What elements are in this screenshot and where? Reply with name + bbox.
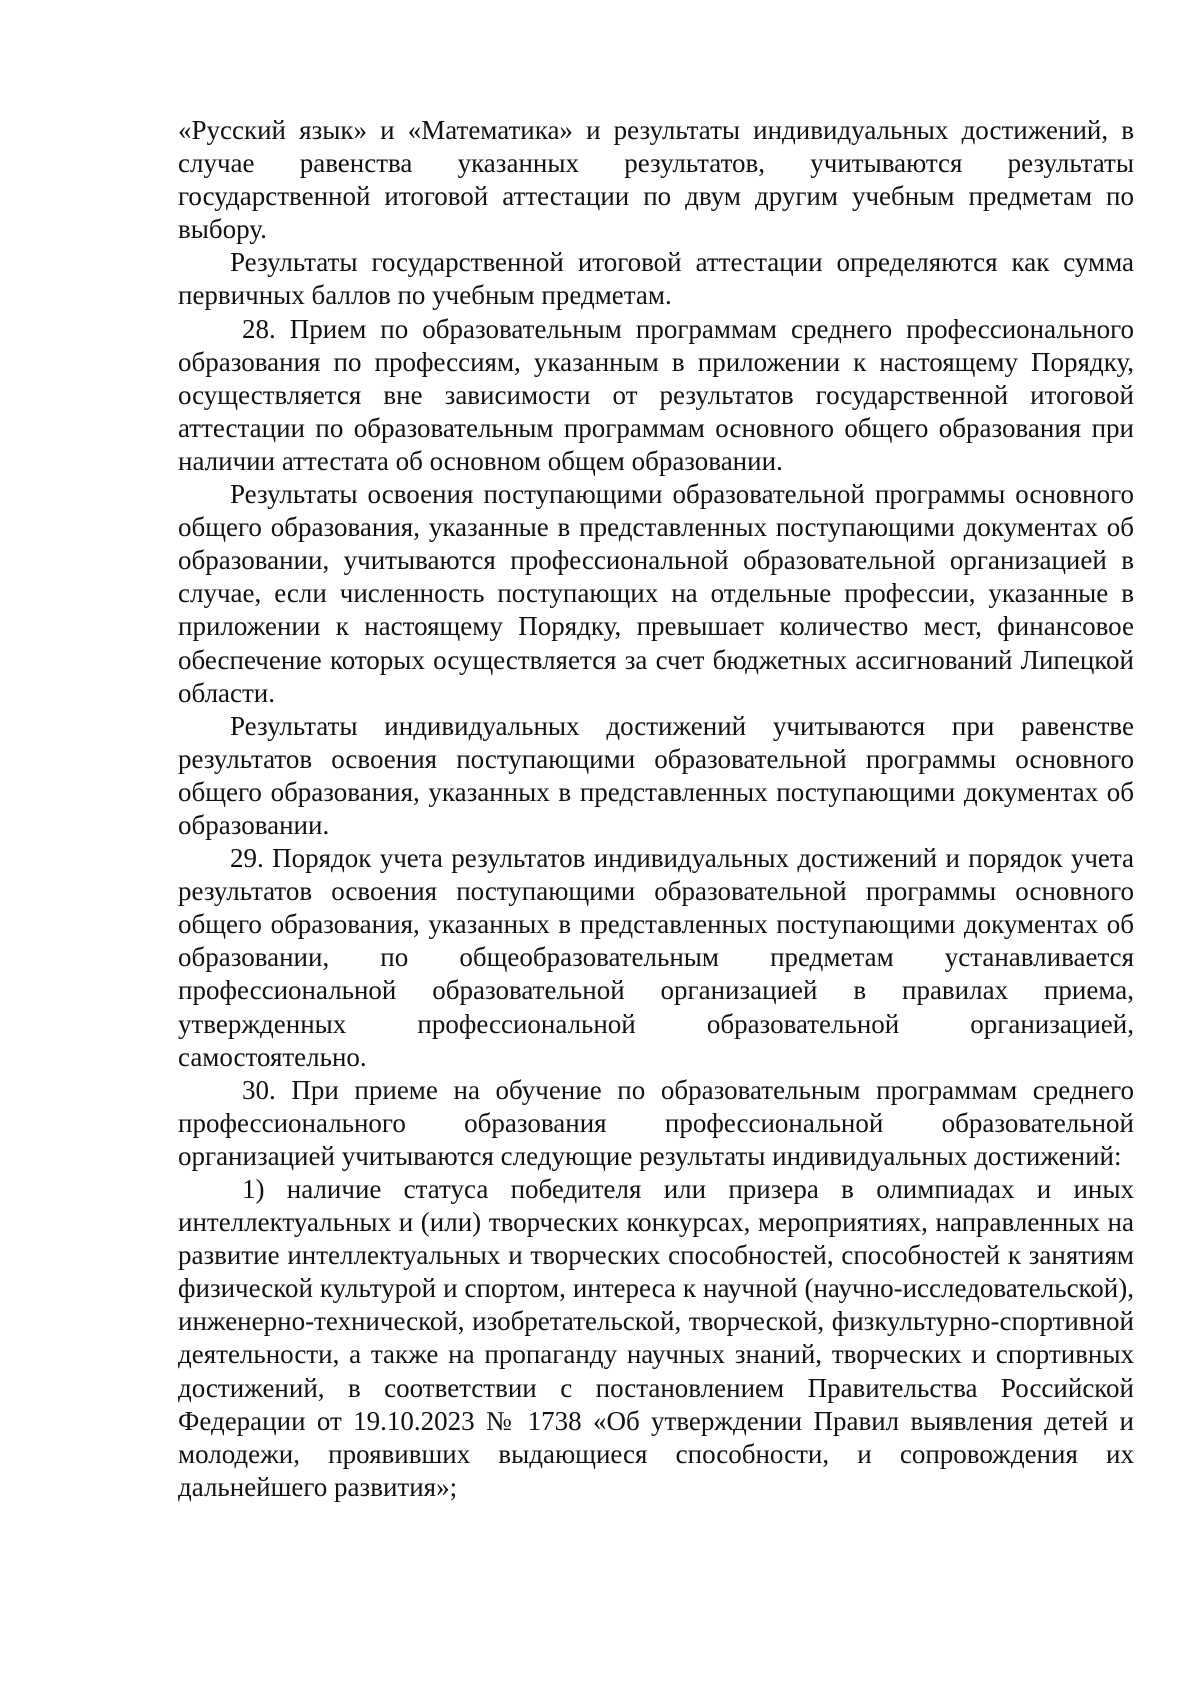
paragraph-continuation: «Русский язык» и «Математика» и результаты индивидуальных достижений, в случае равенства указанных результатов, учитываются результаты государственной итоговой аттестации по двум другим учебным предметам по выбору. xyxy=(178,115,1134,245)
paragraph-item-30: 30. При приеме на обучение по образовательным программам среднего профессионального образования профессиональной образовательной организацией учитываются следующие результаты индивидуальных достижений: xyxy=(178,1074,1134,1171)
paragraph-individual-achievements: Результаты индивидуальных достижений учитываются при равенстве результатов освоения поступающими образовательной программы основного общего образования, указанных в представленных поступающими документах об образовании. xyxy=(178,710,1134,840)
paragraph-results-mastering: Результаты освоения поступающими образовательной программы основного общего образования, указанные в представленных поступающими документах об образовании, учитываются профессиональной образовательной организацией в случае, если численность поступающих на отдельные профессии, указанные в приложении к настоящему Порядку, превышает количество мест, финансовое обеспечение которых осуществляется за счет бюджетных ассигнований Липецкой области. xyxy=(178,479,1134,708)
document-body xyxy=(178,114,1134,1504)
paragraph-subitem-1: 1) наличие статуса победителя или призера в олимпиадах и иных интеллектуальных и (или) творческих конкурсах, мероприятиях, направленных на развитие интеллектуальных и творческих способностей, способностей к занятиям физической культурой и спортом, интереса к научной (научно-исследовательской), инженерно-технической, изобретательской, творческой, физкультурно-спортивной деятельности, а также на пропаганду научных знаний, творческих и спортивных достижений, в соответствии с постановлением Правительства Российской Федерации от 19.10.2023 № 1738 «Об утверждении Правил выявления детей и молодежи, проявивших выдающиеся способности, и сопровождения их дальнейшего развития»; xyxy=(178,1174,1134,1502)
paragraph-item-29: 29. Порядок учета результатов индивидуальных достижений и порядок учета результатов освоения поступающими образовательной программы основного общего образования, указанных в представленных поступающими документах об образовании, по общеобразовательным предметам устанавливается профессиональной образовательной организацией в правилах приема, утвержденных профессиональной образовательной организацией, самостоятельно. xyxy=(178,843,1134,1072)
paragraph-item-28: 28. Прием по образовательным программам среднего профессионального образования по профессиям, указанным в приложении к настоящему Порядку, осуществляется вне зависимости от результатов государственной итоговой аттестации по образовательным программам основного общего образования при наличии аттестата об основном общем образовании. xyxy=(178,313,1134,476)
paragraph-results-gia: Результаты государственной итоговой аттестации определяются как сумма первичных баллов по учебным предметам. xyxy=(178,247,1134,311)
